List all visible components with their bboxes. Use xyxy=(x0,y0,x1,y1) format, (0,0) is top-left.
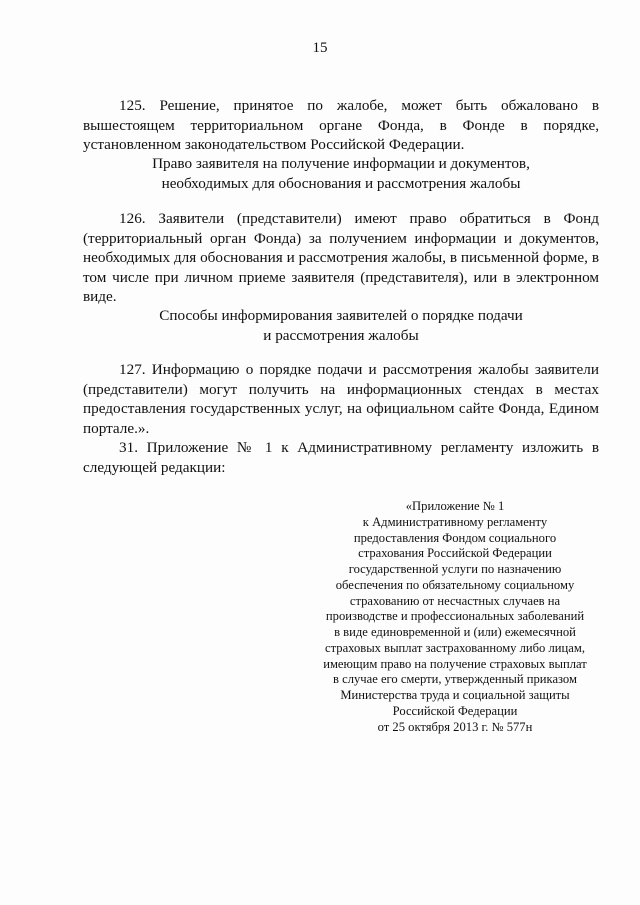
appendix-line: «Приложение № 1 xyxy=(405,499,505,513)
heading-line: необходимых для обоснования и рассмотрения жалобы xyxy=(161,174,521,192)
appendix-header-block xyxy=(305,499,605,735)
appendix-line: имеющим право на получение страховых выплат xyxy=(323,656,587,671)
section-heading-right-to-information xyxy=(83,154,599,193)
heading-line: Право заявителя на получение информации и документов, xyxy=(152,155,530,172)
appendix-line: Российской Федерации xyxy=(392,703,518,718)
heading-line: и рассмотрения жалобы xyxy=(263,326,419,344)
heading-line: Способы информирования заявителей о порядке подачи xyxy=(159,307,523,324)
appendix-line: обеспечения по обязательному социальному xyxy=(335,577,575,592)
paragraph-125-block xyxy=(83,96,599,155)
page-number: 15 xyxy=(312,40,328,56)
section-heading-informing-methods xyxy=(83,306,599,345)
appendix-line: Министерства труда и социальной защиты xyxy=(340,688,570,702)
appendix-line: страхования Российской Федерации xyxy=(358,546,552,561)
appendix-line: страхованию от несчастных случаев на xyxy=(349,593,561,608)
appendix-line: государственной услуги по назначению xyxy=(348,562,562,576)
appendix-line: к Административному регламенту xyxy=(362,514,548,529)
paragraph-127-block xyxy=(83,360,599,478)
paragraph-125: 125. Решение, принятое по жалобе, может быть обжаловано в вышестоящем территориальном органе Фонда, в Фонде в порядке, установленном законодательством Российской Федерации. xyxy=(83,97,599,154)
appendix-line: в случае его смерти, утвержденный приказом xyxy=(333,672,577,687)
appendix-line: страховых выплат застрахованному либо лицам, xyxy=(325,640,585,655)
paragraph-127: 127. Информацию о порядке подачи и рассмотрения жалобы заявители (представители) могут получить на информационных стендах в местах предоставления государственных услуг, на официальном сайте Фонда, Едином портале.». xyxy=(83,361,599,437)
paragraph-126: 126. Заявители (представители) имеют право обратиться в Фонд (территориальный орган Фонда) за получением информации и документов, необходимых для обоснования и рассмотрения жалобы, в письменной форме, в том числе при личном приеме заявителя (представителя), или в электронном виде. xyxy=(83,210,599,306)
appendix-line: в виде единовременной и (или) ежемесячной xyxy=(334,625,576,639)
paragraph-126-block xyxy=(83,209,599,307)
paragraph-31: 31. Приложение № 1 к Административному регламенту изложить в следующей редакции: xyxy=(83,439,599,476)
appendix-line: предоставления Фондом социального xyxy=(353,530,557,545)
appendix-line: производстве и профессиональных заболеваний xyxy=(325,609,585,624)
appendix-line: от 25 октября 2013 г. № 577н xyxy=(377,719,533,734)
